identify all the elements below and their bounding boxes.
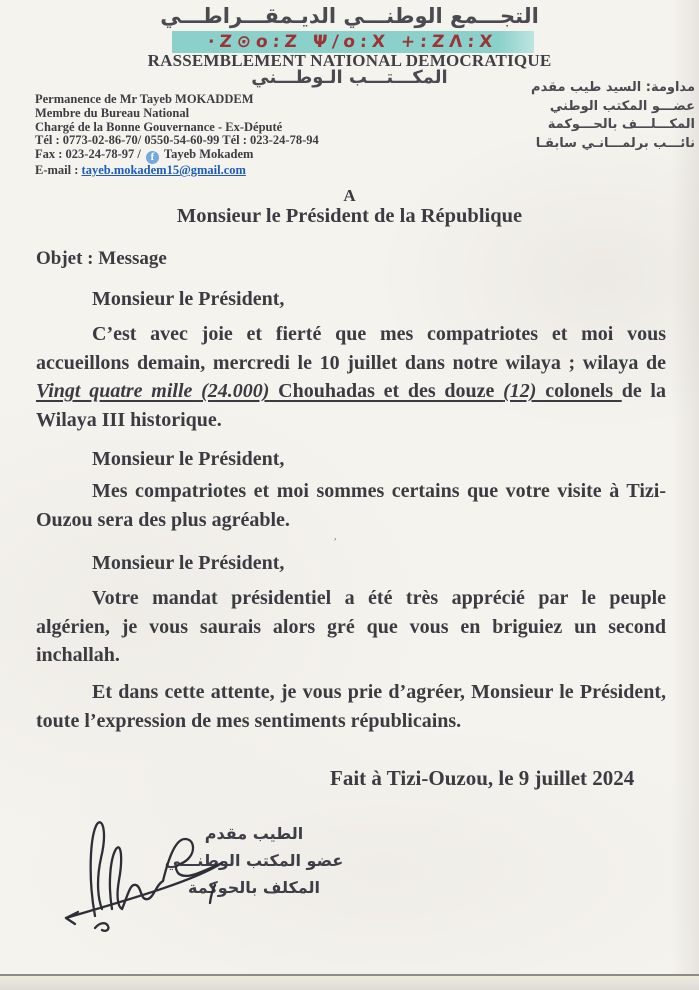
salutation-2: Monsieur le Président, <box>92 448 285 470</box>
date-place-line: Fait à Tizi-Ouzou, le 9 juillet 2024 <box>330 766 635 790</box>
sender-phones: Tél : 0773-02-86-70/ 0550-54-60-99 Tél : 023-24-78-94 <box>35 133 319 148</box>
fax-number: Fax : 023-24-78-97 / <box>35 147 141 162</box>
scan-speck: ’ <box>329 535 339 549</box>
signatory-role-1: عضو المكتب الوطنـــي <box>164 851 344 870</box>
sender-arabic-charge: المكـــلـــف بالحـــوكمة <box>547 117 695 132</box>
sender-arabic-former-mp: نائـــب برلمـــانـي سابقـا <box>535 135 695 151</box>
salutation-1: Monsieur le Président, <box>92 288 285 310</box>
p1-colonels: colonels <box>536 380 622 403</box>
organization-name: RASSEMBLEMENT NATIONAL DEMOCRATIQUE <box>147 51 552 70</box>
paragraph-visit: Mes compatriotes et moi sommes certains que votre visite à Tizi-Ouzou sera des plus agréable. <box>36 480 666 531</box>
handwritten-signature <box>45 806 235 941</box>
signatory-role-2: المكلف بالحوكمة <box>188 878 320 897</box>
facebook-icon: f <box>146 151 159 164</box>
sender-email-line <box>35 164 319 178</box>
p1-count-chouhadas: Vingt quatre mille (24.000) <box>36 380 270 403</box>
p1-chouhadas-douze: Chouhadas et des douze <box>269 380 504 403</box>
sender-role-2: Chargé de la Bonne Gouvernance - Ex-Député <box>35 119 283 134</box>
p1-text-end: de la Wilaya III historique. <box>36 380 666 431</box>
sender-role-1: Membre du Bureau National <box>35 105 190 120</box>
letterhead-arabic-office: المكـــتـــب الـوطـــني <box>251 67 448 88</box>
sender-fax-facebook <box>35 148 319 164</box>
recipient-to-prefix: A <box>343 186 356 205</box>
paragraph-welcome <box>36 320 666 434</box>
facebook-account-name: Tayeb Mokadem <box>163 147 254 162</box>
sender-arabic-block <box>531 79 695 153</box>
sender-arabic-member: عضـــو المكتب الوطني <box>549 98 695 114</box>
letterhead-arabic-title: التجـــمع الوطنـــي الديـمقـــراطـــي <box>160 4 539 28</box>
p1-count-colonels: (12) <box>503 380 537 403</box>
tifinagh-banner <box>172 31 534 53</box>
email-label: E-mail : <box>35 163 82 178</box>
email-link[interactable]: tayeb.mokadem15@gmail.com <box>81 163 246 178</box>
sender-arabic-duty: مداومة: السيد طيب مقدم <box>531 80 695 95</box>
sender-contact-block <box>35 93 319 178</box>
paragraph-closing: Et dans cette attente, je vous prie d’agréer, Monsieur le Président, toute l’expression de mes sentiments républicains. <box>36 681 666 732</box>
paragraph-mandate: Votre mandat présidentiel a été très apprécié par le peuple algérien, je vous saurais alors gré que vous en briguiez un second inchallah. <box>36 587 666 667</box>
recipient-name: Monsieur le Président de la République <box>176 205 523 227</box>
paper-bottom-edge <box>0 974 699 990</box>
subject-line: Objet : Message <box>36 248 167 269</box>
salutation-3: Monsieur le Président, <box>92 552 285 574</box>
tifinagh-banner-text: ·Z⊙o:Z Ψ/o:X +:ZΛ:X <box>207 32 499 52</box>
p1-text-start: C’est avec joie et fierté que mes compatriotes et moi vous accueillons demain, mercredi le 10 juillet dans notre wilaya ; wilaya de <box>36 323 666 374</box>
sender-permanence: Permanence de Mr Tayeb MOKADDEM <box>35 92 254 106</box>
signatory-name: الطيب مقدم <box>204 824 304 843</box>
